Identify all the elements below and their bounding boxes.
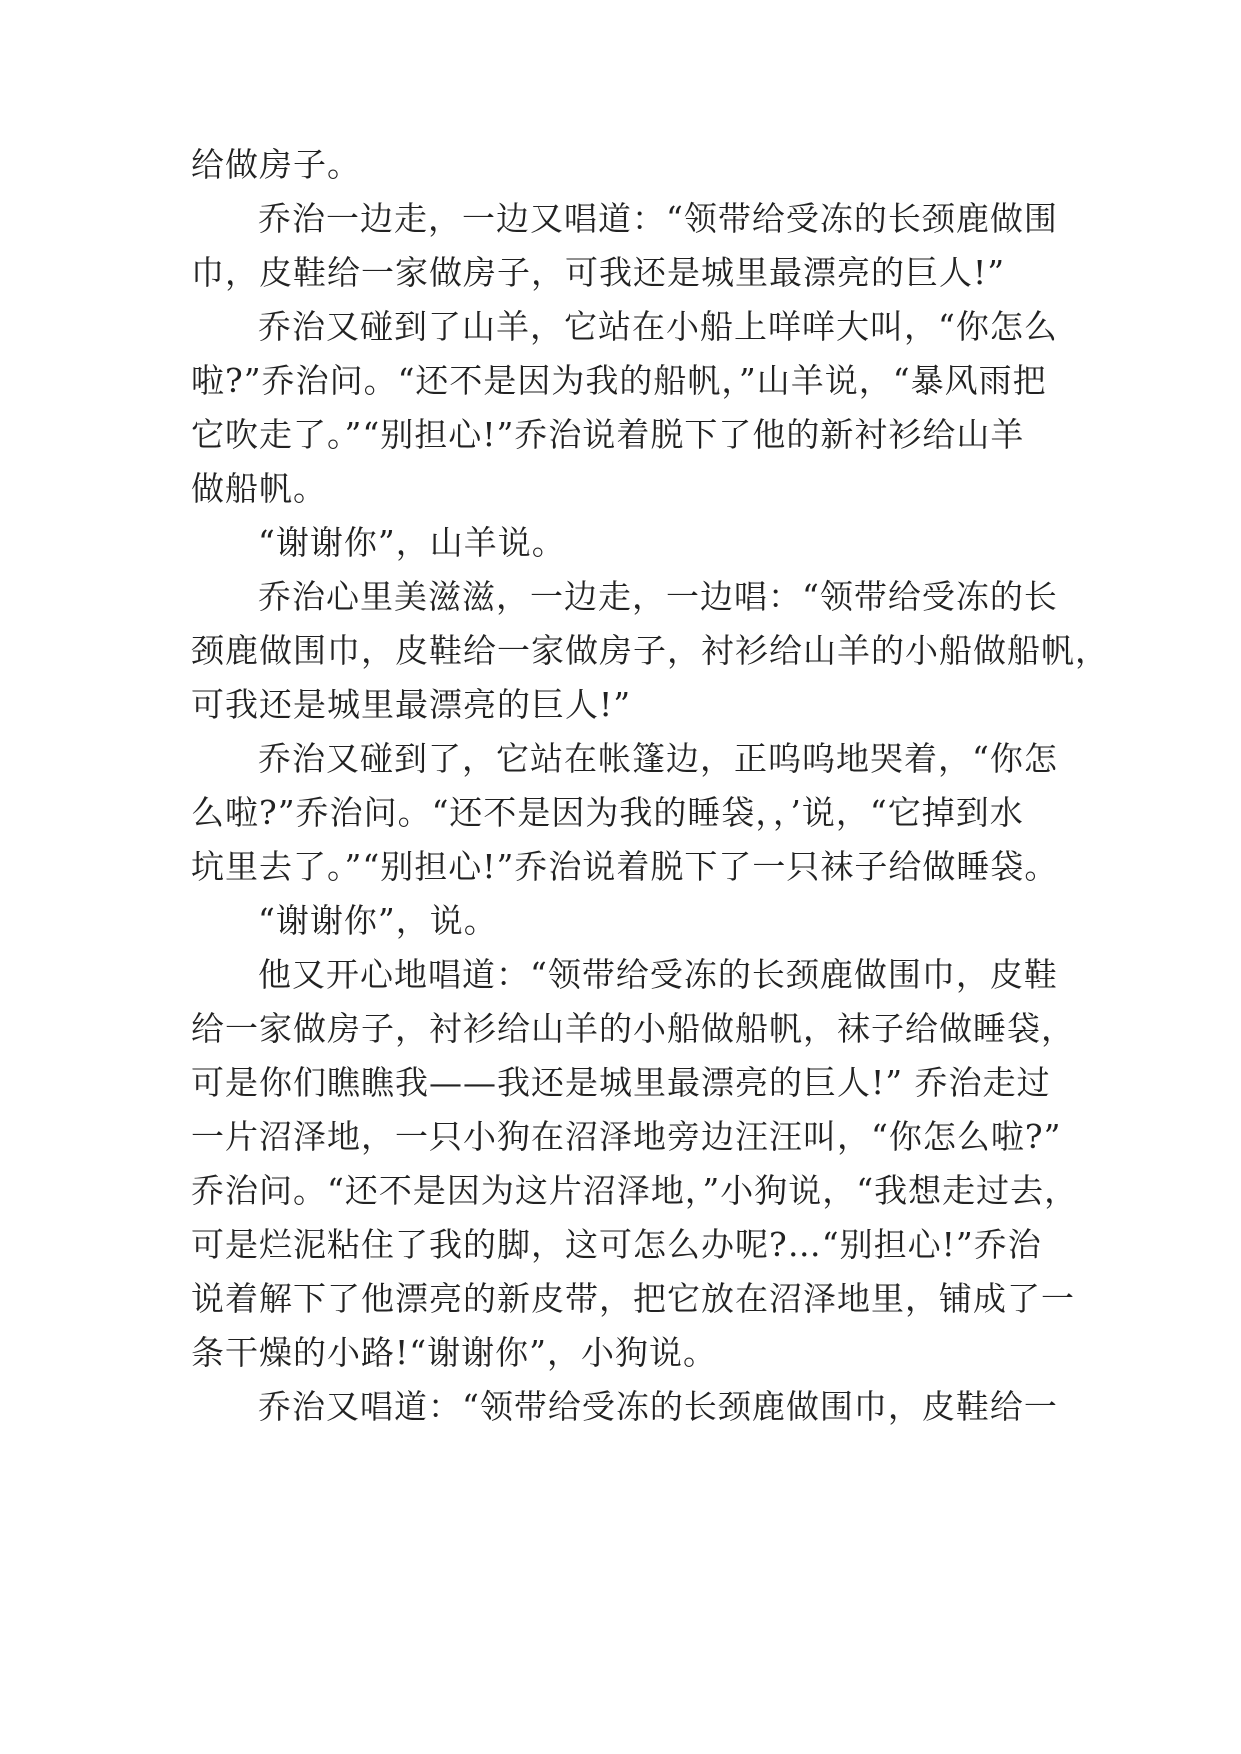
paragraph-start: 乔治又碰到了，它站在帐篷边，正呜呜地哭着，“你怎 [258,739,1058,778]
paragraph-start: “谢谢你”，山羊说。 [258,523,566,562]
text-line: 给一家做房子，衬衫给山羊的小船做船帆，袜子给做睡袋， [191,1009,1075,1048]
paragraph-start: 乔治又唱道：“领带给受冻的长颈鹿做围巾，皮鞋给一 [258,1387,1058,1426]
text-line: 给做房子。 [191,145,361,184]
text-line: 坑里去了。”“别担心!”乔治说着脱下了一只袜子给做睡袋。 [191,847,1059,886]
text-line: 说着解下了他漂亮的新皮带，把它放在沼泽地里，铺成了一 [191,1279,1075,1318]
text-line: 可是烂泥粘住了我的脚，这可怎么办呢?…“别担心!”乔治 [191,1225,1042,1264]
paragraph-start: “谢谢你”，说。 [258,901,498,940]
text-line: 可是你们瞧瞧我——我还是城里最漂亮的巨人!” 乔治走过 [191,1063,1051,1102]
paragraph-start: 乔治心里美滋滋，一边走，一边唱：“领带给受冻的长 [258,577,1058,616]
paragraph-start: 乔治又碰到了山羊，它站在小船上咩咩大叫，“你怎么 [258,307,1058,346]
text-line: 做船帆。 [191,469,327,508]
text-line: 乔治问。“还不是因为这片沼泽地，”小狗说，“我想走过去， [191,1171,1079,1210]
paragraph-start: 乔治一边走，一边又唱道：“领带给受冻的长颈鹿做围 [258,199,1058,238]
text-line: 啦?”乔治问。“还不是因为我的船帆，”山羊说，“暴风雨把 [191,361,1047,400]
text-line: 它吹走了。”“别担心!”乔治说着脱下了他的新衬衫给山羊 [191,415,1025,454]
text-line: 巾，皮鞋给一家做房子，可我还是城里最漂亮的巨人!” [191,253,1006,292]
text-line: 么啦?”乔治问。“还不是因为我的睡袋，，’说，“它掉到水 [191,793,1024,832]
text-line: 颈鹿做围巾，皮鞋给一家做房子，衬衫给山羊的小船做船帆， [191,631,1109,670]
paragraph-start: 他又开心地唱道：“领带给受冻的长颈鹿做围巾，皮鞋 [258,955,1058,994]
text-line: 条干燥的小路!“谢谢你”，小狗说。 [191,1333,718,1372]
text-line: 可我还是城里最漂亮的巨人!” [191,685,632,724]
text-line: 一片沼泽地，一只小狗在沼泽地旁边汪汪叫，“你怎么啦?” [191,1117,1062,1156]
